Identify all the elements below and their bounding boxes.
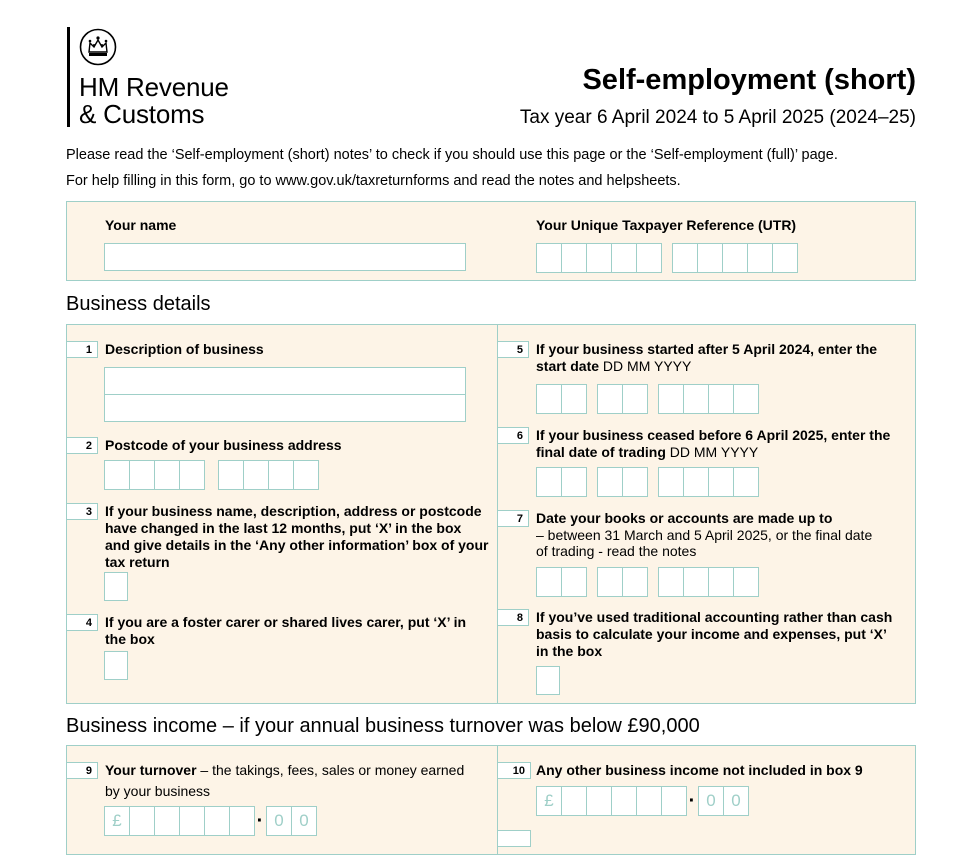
- question-number-4: 4: [67, 614, 98, 631]
- currency-cell: £: [104, 806, 130, 836]
- date-digit[interactable]: [622, 467, 648, 497]
- amount-digit[interactable]: [204, 806, 230, 836]
- postcode-char[interactable]: [179, 460, 205, 490]
- decimal-point: ·: [256, 810, 264, 832]
- your-name-label: Your name: [105, 217, 177, 233]
- question-number-10: 10: [498, 762, 531, 779]
- date-digit[interactable]: [733, 567, 759, 597]
- q7-note-line-2: of trading - read the notes: [536, 543, 697, 559]
- utr-digit[interactable]: [636, 243, 662, 273]
- start-date-field[interactable]: [536, 384, 758, 414]
- intro-line-2: For help filling in this form, go to www.gov.uk/taxreturnforms and read the notes and helpsheets.: [66, 173, 681, 189]
- postcode-char[interactable]: [268, 460, 294, 490]
- date-digit[interactable]: [658, 467, 684, 497]
- postcode-field[interactable]: [104, 460, 318, 490]
- question-number-11-partial: [498, 830, 531, 847]
- question-number-1: 1: [67, 341, 98, 358]
- logo-bar: [67, 27, 70, 127]
- question-number-5: 5: [498, 341, 529, 358]
- question-number-7: 7: [498, 510, 529, 527]
- utr-digit[interactable]: [536, 243, 562, 273]
- utr-field[interactable]: [536, 243, 797, 273]
- amount-digit[interactable]: [561, 786, 587, 816]
- pence-digit: 0: [698, 786, 724, 816]
- question-number-9: 9: [67, 762, 98, 779]
- q5-date-format: DD MM YYYY: [602, 358, 692, 374]
- q5-label-text: If your business started after 5 April 2024, enter the start date: [536, 341, 878, 374]
- utr-label: Your Unique Taxpayer Reference (UTR): [536, 217, 797, 233]
- q7-note-line-1: – between 31 March and 5 April 2025, or the final date: [536, 527, 873, 543]
- accounts-date-field[interactable]: [536, 567, 758, 597]
- question-number-8: 8: [498, 609, 529, 626]
- pence-digit: 0: [266, 806, 292, 836]
- currency-cell: £: [536, 786, 562, 816]
- pence-digit: 0: [723, 786, 749, 816]
- q9-label-text: Your turnover: [105, 762, 197, 778]
- amount-digit[interactable]: [611, 786, 637, 816]
- pence-digit: 0: [291, 806, 317, 836]
- utr-digit[interactable]: [611, 243, 637, 273]
- utr-digit[interactable]: [561, 243, 587, 273]
- form-title: Self-employment (short): [582, 64, 916, 96]
- amount-digit[interactable]: [154, 806, 180, 836]
- foster-carer-checkbox[interactable]: [104, 651, 128, 680]
- utr-digit[interactable]: [772, 243, 798, 273]
- org-name-line1: HM Revenue: [79, 72, 229, 102]
- amount-digit[interactable]: [661, 786, 687, 816]
- business-income-title: Business income – if your annual business turnover was below £90,000: [66, 715, 700, 737]
- intro-line-1: Please read the ‘Self-employment (short) notes’ to check if you should use this page or the ‘Self-employment (full)’ page.: [66, 147, 838, 163]
- q9-label: [105, 762, 464, 779]
- postcode-char[interactable]: [129, 460, 155, 490]
- date-digit[interactable]: [658, 384, 684, 414]
- date-digit[interactable]: [622, 567, 648, 597]
- q3-label: If your business name, description, address or postcode have changed in the last 12 months, put ‘X’ in the box and give details in the ‘Any other information’ box of your tax return: [105, 503, 489, 570]
- q9-note-inline: – the takings, fees, sales or money earned: [196, 762, 465, 778]
- amount-digit[interactable]: [179, 806, 205, 836]
- date-digit[interactable]: [561, 567, 587, 597]
- amount-digit[interactable]: [129, 806, 155, 836]
- postcode-char[interactable]: [243, 460, 269, 490]
- q6-date-format: DD MM YYYY: [669, 444, 759, 460]
- turnover-amount-field[interactable]: [104, 806, 316, 836]
- date-digit[interactable]: [622, 384, 648, 414]
- date-digit[interactable]: [708, 384, 734, 414]
- postcode-char[interactable]: [293, 460, 319, 490]
- utr-digit[interactable]: [747, 243, 773, 273]
- q1-label: Description of business: [105, 341, 264, 357]
- utr-digit[interactable]: [697, 243, 723, 273]
- q2-label: Postcode of your business address: [105, 437, 342, 453]
- date-digit[interactable]: [683, 567, 709, 597]
- tax-year: Tax year 6 April 2024 to 5 April 2025 (2024–25): [519, 107, 916, 128]
- q6-label: [536, 427, 906, 461]
- date-digit[interactable]: [658, 567, 684, 597]
- date-digit[interactable]: [683, 384, 709, 414]
- date-digit[interactable]: [597, 384, 623, 414]
- date-digit[interactable]: [683, 467, 709, 497]
- q6-label-text: If your business ceased before 6 April 2025, enter the final date of trading: [536, 427, 891, 460]
- q4-label: If you are a foster carer or shared lives carer, put ‘X’ in the box: [105, 614, 467, 647]
- decimal-point: ·: [688, 790, 696, 812]
- q9-note-line-2: by your business: [105, 783, 211, 799]
- org-name: [79, 74, 229, 128]
- utr-digit[interactable]: [722, 243, 748, 273]
- amount-digit[interactable]: [229, 806, 255, 836]
- amount-digit[interactable]: [586, 786, 612, 816]
- amount-digit[interactable]: [636, 786, 662, 816]
- q7-label: Date your books or accounts are made up to: [536, 510, 833, 526]
- date-digit[interactable]: [733, 384, 759, 414]
- date-digit[interactable]: [561, 384, 587, 414]
- date-digit[interactable]: [708, 467, 734, 497]
- question-number-2: 2: [67, 437, 98, 454]
- date-digit[interactable]: [597, 567, 623, 597]
- date-digit[interactable]: [597, 467, 623, 497]
- date-digit[interactable]: [561, 467, 587, 497]
- business-details-title: Business details: [66, 293, 211, 315]
- org-name-line2: & Customs: [79, 99, 205, 129]
- business-description-line-2[interactable]: [104, 394, 466, 422]
- utr-digit[interactable]: [672, 243, 698, 273]
- business-changed-checkbox[interactable]: [104, 572, 128, 601]
- q8-label: If you’ve used traditional accounting rather than cash basis to calculate your income and expenses, put ‘X’ in the box: [536, 609, 893, 659]
- postcode-char[interactable]: [154, 460, 180, 490]
- business-description-line-1[interactable]: [104, 367, 466, 395]
- date-digit[interactable]: [733, 467, 759, 497]
- ceased-date-field[interactable]: [536, 467, 758, 497]
- postcode-char[interactable]: [218, 460, 244, 490]
- royal-crest-icon: [79, 28, 117, 66]
- q5-label: [536, 341, 906, 375]
- q10-label: Any other business income not included in box 9: [536, 762, 863, 778]
- other-income-amount-field[interactable]: [536, 786, 748, 816]
- your-name-field[interactable]: [104, 243, 466, 271]
- question-number-3: 3: [67, 503, 98, 520]
- date-digit[interactable]: [536, 567, 562, 597]
- postcode-char[interactable]: [104, 460, 130, 490]
- question-number-6: 6: [498, 427, 529, 444]
- utr-digit[interactable]: [586, 243, 612, 273]
- date-digit[interactable]: [536, 384, 562, 414]
- traditional-accounting-checkbox[interactable]: [536, 666, 560, 695]
- date-digit[interactable]: [536, 467, 562, 497]
- date-digit[interactable]: [708, 567, 734, 597]
